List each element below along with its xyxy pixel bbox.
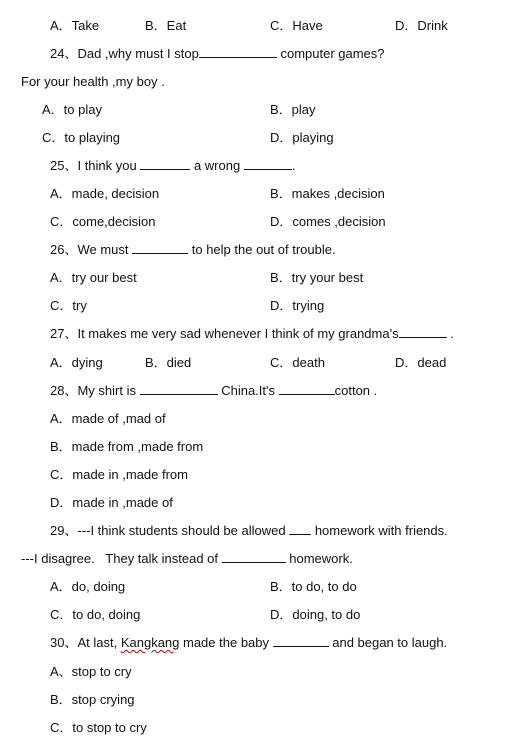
q25-option-b: B．makes ,decision bbox=[270, 186, 385, 201]
q28-option-c: C．made in ,made from bbox=[50, 467, 188, 482]
q26-option-b: B．try your best bbox=[270, 270, 364, 285]
q29-option-b: B．to do, to do bbox=[270, 579, 357, 594]
q25-option-a: A．made, decision bbox=[50, 186, 160, 201]
q24-option-c: C．to playing bbox=[42, 130, 121, 145]
q23-option-a: A．Take bbox=[50, 18, 100, 33]
q24-stem: 24、Dad ,why must I stop computer games? bbox=[50, 46, 385, 61]
q26-blank bbox=[132, 242, 188, 254]
q30-option-a: A、stop to cry bbox=[50, 664, 132, 679]
q26-option-a: A．try our best bbox=[50, 270, 137, 285]
q29-number: 29、 bbox=[50, 523, 78, 538]
q30-option-b: B．stop crying bbox=[50, 692, 135, 707]
q27-stem: 27、It makes me very sad whenever I think of my grandma's . bbox=[50, 326, 454, 341]
q23-option-d: D．Drink bbox=[395, 18, 448, 33]
q28-blank-2 bbox=[279, 383, 335, 395]
q29-reply: ---I disagree. They talk instead of homework. bbox=[21, 551, 353, 566]
q25-number: 25、 bbox=[50, 158, 78, 173]
q27-option-b: B．died bbox=[145, 355, 192, 370]
q27-option-d: D．dead bbox=[395, 355, 447, 370]
q25-stem: 25、I think you a wrong . bbox=[50, 158, 296, 173]
q29-blank-2 bbox=[222, 551, 286, 563]
q23-option-b: B．Eat bbox=[145, 18, 187, 33]
q28-stem: 28、My shirt is China.It's cotton . bbox=[50, 383, 378, 398]
q24-option-a: A．to play bbox=[42, 102, 102, 117]
q26-stem: 26、We must to help the out of trouble. bbox=[50, 242, 336, 257]
q28-number: 28、 bbox=[50, 383, 78, 398]
q24-blank bbox=[199, 46, 277, 58]
q30-option-c: C．to stop to cry bbox=[50, 720, 147, 735]
q28-option-b: B．made from ,made from bbox=[50, 439, 204, 454]
q29-option-a: A．do, doing bbox=[50, 579, 126, 594]
q25-option-d: D．comes ,decision bbox=[270, 214, 386, 229]
q30-blank bbox=[273, 635, 329, 647]
q30-number: 30、 bbox=[50, 635, 78, 650]
q29-option-d: D．doing, to do bbox=[270, 607, 361, 622]
q24-answer-line: For your health ,my boy . bbox=[21, 74, 165, 89]
q26-option-c: C．try bbox=[50, 298, 87, 313]
q25-blank-1 bbox=[140, 158, 190, 170]
q27-option-a: A．dying bbox=[50, 355, 103, 370]
q24-option-d: D．playing bbox=[270, 130, 334, 145]
q30-stem: 30、At last, Kangkang made the baby and began to laugh. bbox=[50, 635, 448, 650]
q27-number: 27、 bbox=[50, 326, 78, 341]
q24-number: 24、 bbox=[50, 46, 78, 61]
q27-option-c: C．death bbox=[270, 355, 325, 370]
q29-option-c: C．to do, doing bbox=[50, 607, 141, 622]
q28-option-d: D．made in ,made of bbox=[50, 495, 173, 510]
q26-number: 26、 bbox=[50, 242, 78, 257]
q29-stem: 29、---I think students should be allowed homework with friends. bbox=[50, 523, 448, 538]
q25-blank-2 bbox=[244, 158, 292, 170]
q28-blank-1 bbox=[140, 383, 218, 395]
q28-option-a: A．made of ,mad of bbox=[50, 411, 166, 426]
spellcheck-word: Kangkang bbox=[120, 635, 180, 650]
q26-option-d: D．trying bbox=[270, 298, 325, 313]
q23-option-c: C．Have bbox=[270, 18, 323, 33]
q24-option-b: B．play bbox=[270, 102, 316, 117]
q27-blank bbox=[399, 326, 447, 338]
q29-blank-1 bbox=[289, 523, 311, 535]
q25-option-c: C．come,decision bbox=[50, 214, 156, 229]
